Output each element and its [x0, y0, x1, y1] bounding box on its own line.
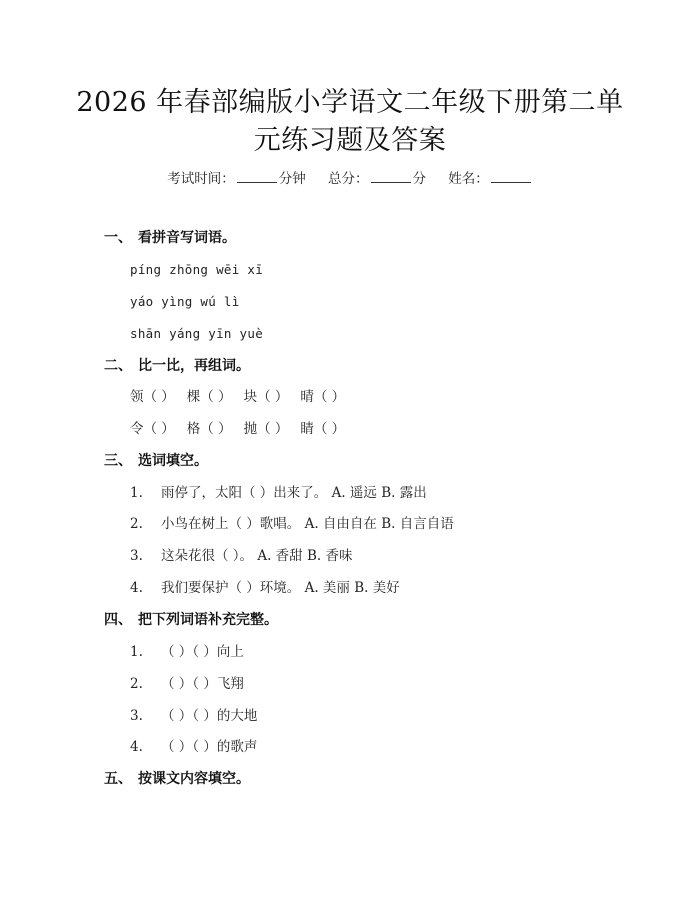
section-number: 一、 [104, 230, 132, 246]
question-text: （ ）（ ）飞翔 [161, 676, 244, 692]
compare-item: 棵（ ） [186, 389, 232, 405]
question-number: 3. [130, 548, 143, 564]
question-number: 1. [130, 485, 143, 501]
exam-time-field [167, 168, 306, 189]
fill-question-3 [130, 706, 257, 726]
question-text: 这朵花很（ ）。 A. 香甜 B. 香味 [161, 548, 353, 564]
question-text: （ ）（ ）的歌声 [161, 739, 258, 755]
compare-item: 格（ ） [186, 421, 232, 437]
pinyin-line-1: píng zhōng wēi xī [130, 262, 264, 277]
section-number: 四、 [104, 612, 132, 628]
fill-question-2 [130, 674, 244, 694]
section-5-heading [104, 769, 250, 789]
question-text: 小鸟在树上（ ）歌唱。 A. 自由自在 B. 自言自语 [161, 516, 454, 532]
page-title [60, 84, 640, 160]
section-number: 五、 [104, 771, 132, 787]
total-score-field [328, 168, 426, 189]
fill-question-4 [130, 737, 257, 757]
compare-item: 睛（ ） [300, 421, 346, 437]
exam-time-unit: 分钟 [278, 171, 306, 187]
section-4-heading [104, 610, 278, 630]
exam-info [0, 168, 700, 189]
section-2-heading [104, 356, 250, 376]
section-number: 二、 [104, 358, 132, 374]
question-number: 3. [130, 708, 143, 724]
name-field [448, 168, 533, 189]
name-blank [491, 168, 531, 183]
question-number: 4. [130, 739, 143, 755]
total-score-unit: 分 [412, 171, 426, 187]
compare-item: 晴（ ） [300, 389, 346, 405]
section-3-heading [104, 451, 208, 471]
section-title: 按课文内容填空。 [138, 771, 250, 787]
compare-item: 块（ ） [243, 389, 289, 405]
compare-row-1 [130, 387, 357, 407]
pinyin-line-3: shān yáng yīn yuè [130, 326, 264, 341]
question-text: （ ）（ ）向上 [161, 644, 244, 660]
title-line-2: 元练习题及答案 [253, 125, 447, 156]
question-number: 4. [130, 580, 143, 596]
compare-item: 领（ ） [130, 389, 175, 405]
compare-item: 抛（ ） [243, 421, 289, 437]
section-title: 把下列词语补充完整。 [138, 612, 278, 628]
question-number: 1. [130, 644, 143, 660]
compare-row-2 [130, 419, 357, 439]
question-text: （ ）（ ）的大地 [161, 708, 258, 724]
title-line-1: 2026 年春部编版小学语文二年级下册第二单 [76, 87, 624, 118]
section-1-heading [104, 228, 236, 248]
choice-question-1 [130, 483, 427, 503]
question-number: 2. [130, 516, 143, 532]
fill-question-1 [130, 642, 244, 662]
question-text: 雨停了，太阳（ ）出来了。 A. 遥远 B. 露出 [161, 485, 427, 501]
exam-time-blank [237, 168, 277, 183]
section-title: 选词填空。 [138, 453, 208, 469]
total-score-label: 总分： [328, 171, 369, 187]
compare-item: 令（ ） [130, 421, 175, 437]
question-number: 2. [130, 676, 143, 692]
section-title: 比一比，再组词。 [138, 358, 250, 374]
choice-question-3 [130, 546, 352, 566]
section-title: 看拼音写词语。 [138, 230, 236, 246]
exam-time-label: 考试时间： [167, 171, 235, 187]
choice-question-4 [130, 578, 400, 598]
pinyin-line-2: yáo yìng wú lì [130, 294, 240, 309]
name-label: 姓名： [448, 171, 489, 187]
total-score-blank [371, 168, 411, 183]
question-text: 我们要保护（ ）环境。 A. 美丽 B. 美好 [161, 580, 400, 596]
section-number: 三、 [104, 453, 132, 469]
choice-question-2 [130, 514, 454, 534]
